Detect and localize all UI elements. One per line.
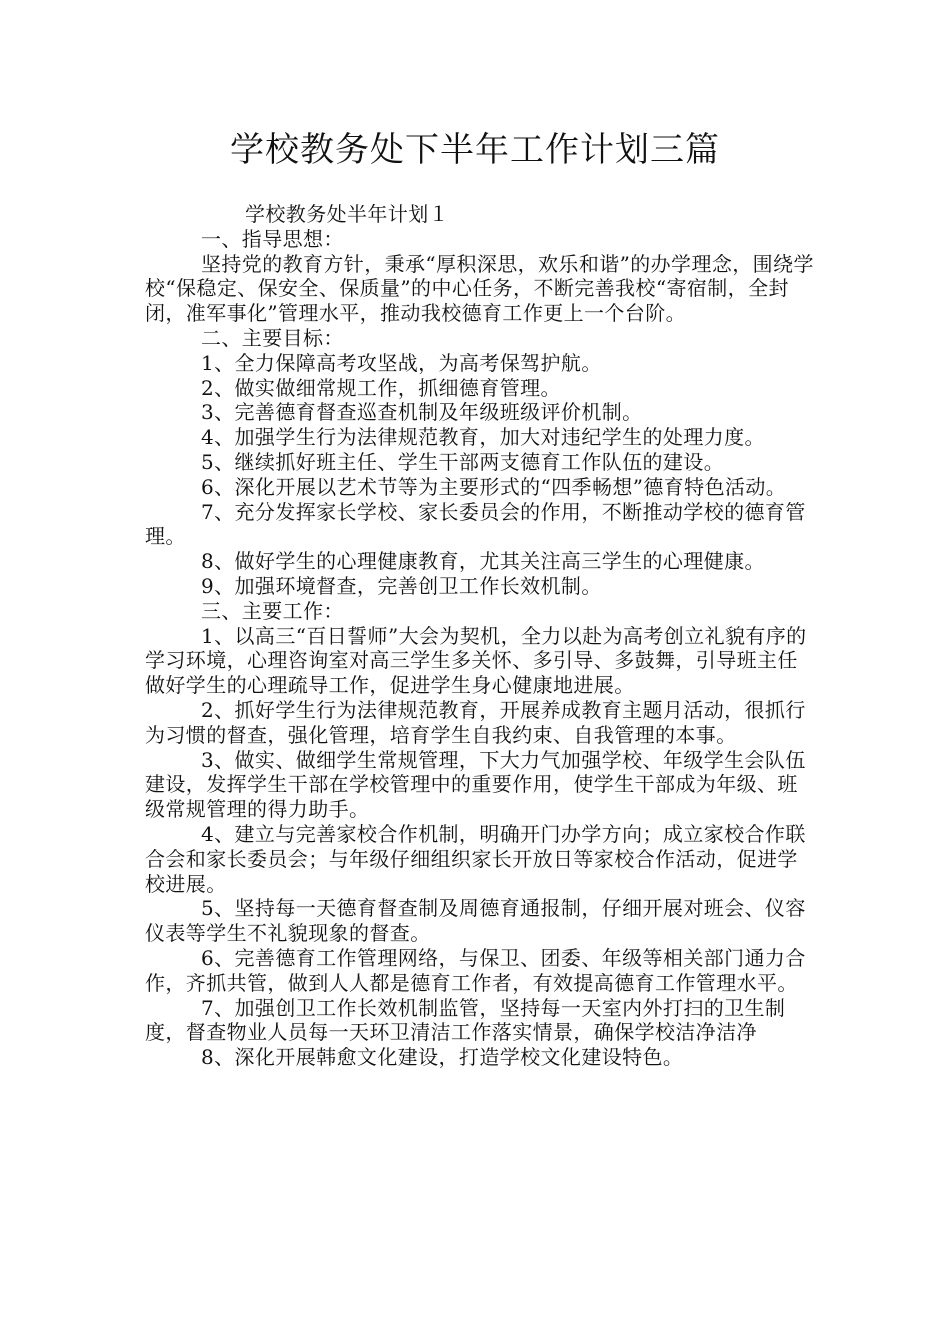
goal-item: 3、完善德育督查巡查机制及年级班级评价机制。 bbox=[201, 400, 643, 425]
work-item: 8、深化开展韩愈文化建设，打造学校文化建设特色。 bbox=[201, 1045, 684, 1070]
goal-item: 2、做实做细常规工作，抓细德育管理。 bbox=[201, 375, 561, 400]
work-item: 6、完善德育工作管理网络，与保卫、团委、年级等相关部门通力合作，齐抓共管，做到人人都是德育工作者，有效提高德育工作管理水平。 bbox=[145, 945, 806, 995]
work-item: 7、加强创卫工作长效机制监管，坚持每一天室内外打扫的卫生制度，督查物业人员每一天环卫清洁工作落实情景，确保学校洁净洁净 bbox=[145, 995, 786, 1045]
goal-item: 5、继续抓好班主任、学生干部两支德育工作队伍的建设。 bbox=[201, 449, 725, 474]
work-item: 5、坚持每一天德育督查制及周德育通报制，仔细开展对班会、仪容仪表等学生不礼貌现象的督查。 bbox=[145, 896, 806, 946]
heading-main-work: 三、主要工作： bbox=[201, 598, 344, 623]
heading-guiding-ideology: 一、指导思想： bbox=[201, 226, 344, 251]
paragraph-guiding-ideology: 坚持党的教育方针，秉承“厚积深思，欢乐和谐”的办学理念，围绕学校“保稳定、保安全、保质量”的中心任务，不断完善我校“寄宿制，全封闭，准军事化”管理水平，推动我校德育工作更上一个台阶。 bbox=[145, 251, 814, 326]
work-item: 3、做实、做细学生常规管理，下大力气加强学校、年级学生会队伍建设，发挥学生干部在学校管理中的重要作用，使学生干部成为年级、班级常规管理的得力助手。 bbox=[145, 747, 806, 822]
work-item: 1、以高三“百日誓师”大会为契机，全力以赴为高考创立礼貌有序的学习环境，心理咨询室对高三学生多关怀、多引导、多鼓舞，引导班主任做好学生的心理疏导工作，促进学生身心健康地进展。 bbox=[145, 623, 807, 698]
goal-item: 6、深化开展以艺术节等为主要形式的“四季畅想”德育特色活动。 bbox=[201, 474, 787, 499]
goal-item: 1、全力保障高考攻坚战，为高考保驾护航。 bbox=[201, 350, 602, 375]
document-title: 学校教务处下半年工作计划三篇 bbox=[230, 130, 720, 170]
goal-item: 4、加强学生行为法律规范教育，加大对违纪学生的处理力度。 bbox=[201, 425, 765, 450]
goal-item: 8、做好学生的心理健康教育，尤其关注高三学生的心理健康。 bbox=[201, 549, 765, 574]
work-item: 2、抓好学生行为法律规范教育，开展养成教育主题月活动，很抓行为习惯的督查，强化管理，培育学生自我约束、自我管理的本事。 bbox=[145, 697, 806, 747]
heading-main-goals: 二、主要目标： bbox=[201, 325, 344, 350]
goal-item: 9、加强环境督查，完善创卫工作长效机制。 bbox=[201, 573, 602, 598]
document-subtitle: 学校教务处半年计划１ bbox=[245, 202, 449, 226]
work-item: 4、建立与完善家校合作机制，明确开门办学方向；成立家校合作联合会和家长委员会；与年级仔细组织家长开放日等家校合作活动，促进学校进展。 bbox=[145, 821, 806, 896]
document-body bbox=[145, 202, 815, 1070]
goal-item: 7、充分发挥家长学校、家长委员会的作用，不断推动学校的德育管理。 bbox=[145, 499, 806, 549]
